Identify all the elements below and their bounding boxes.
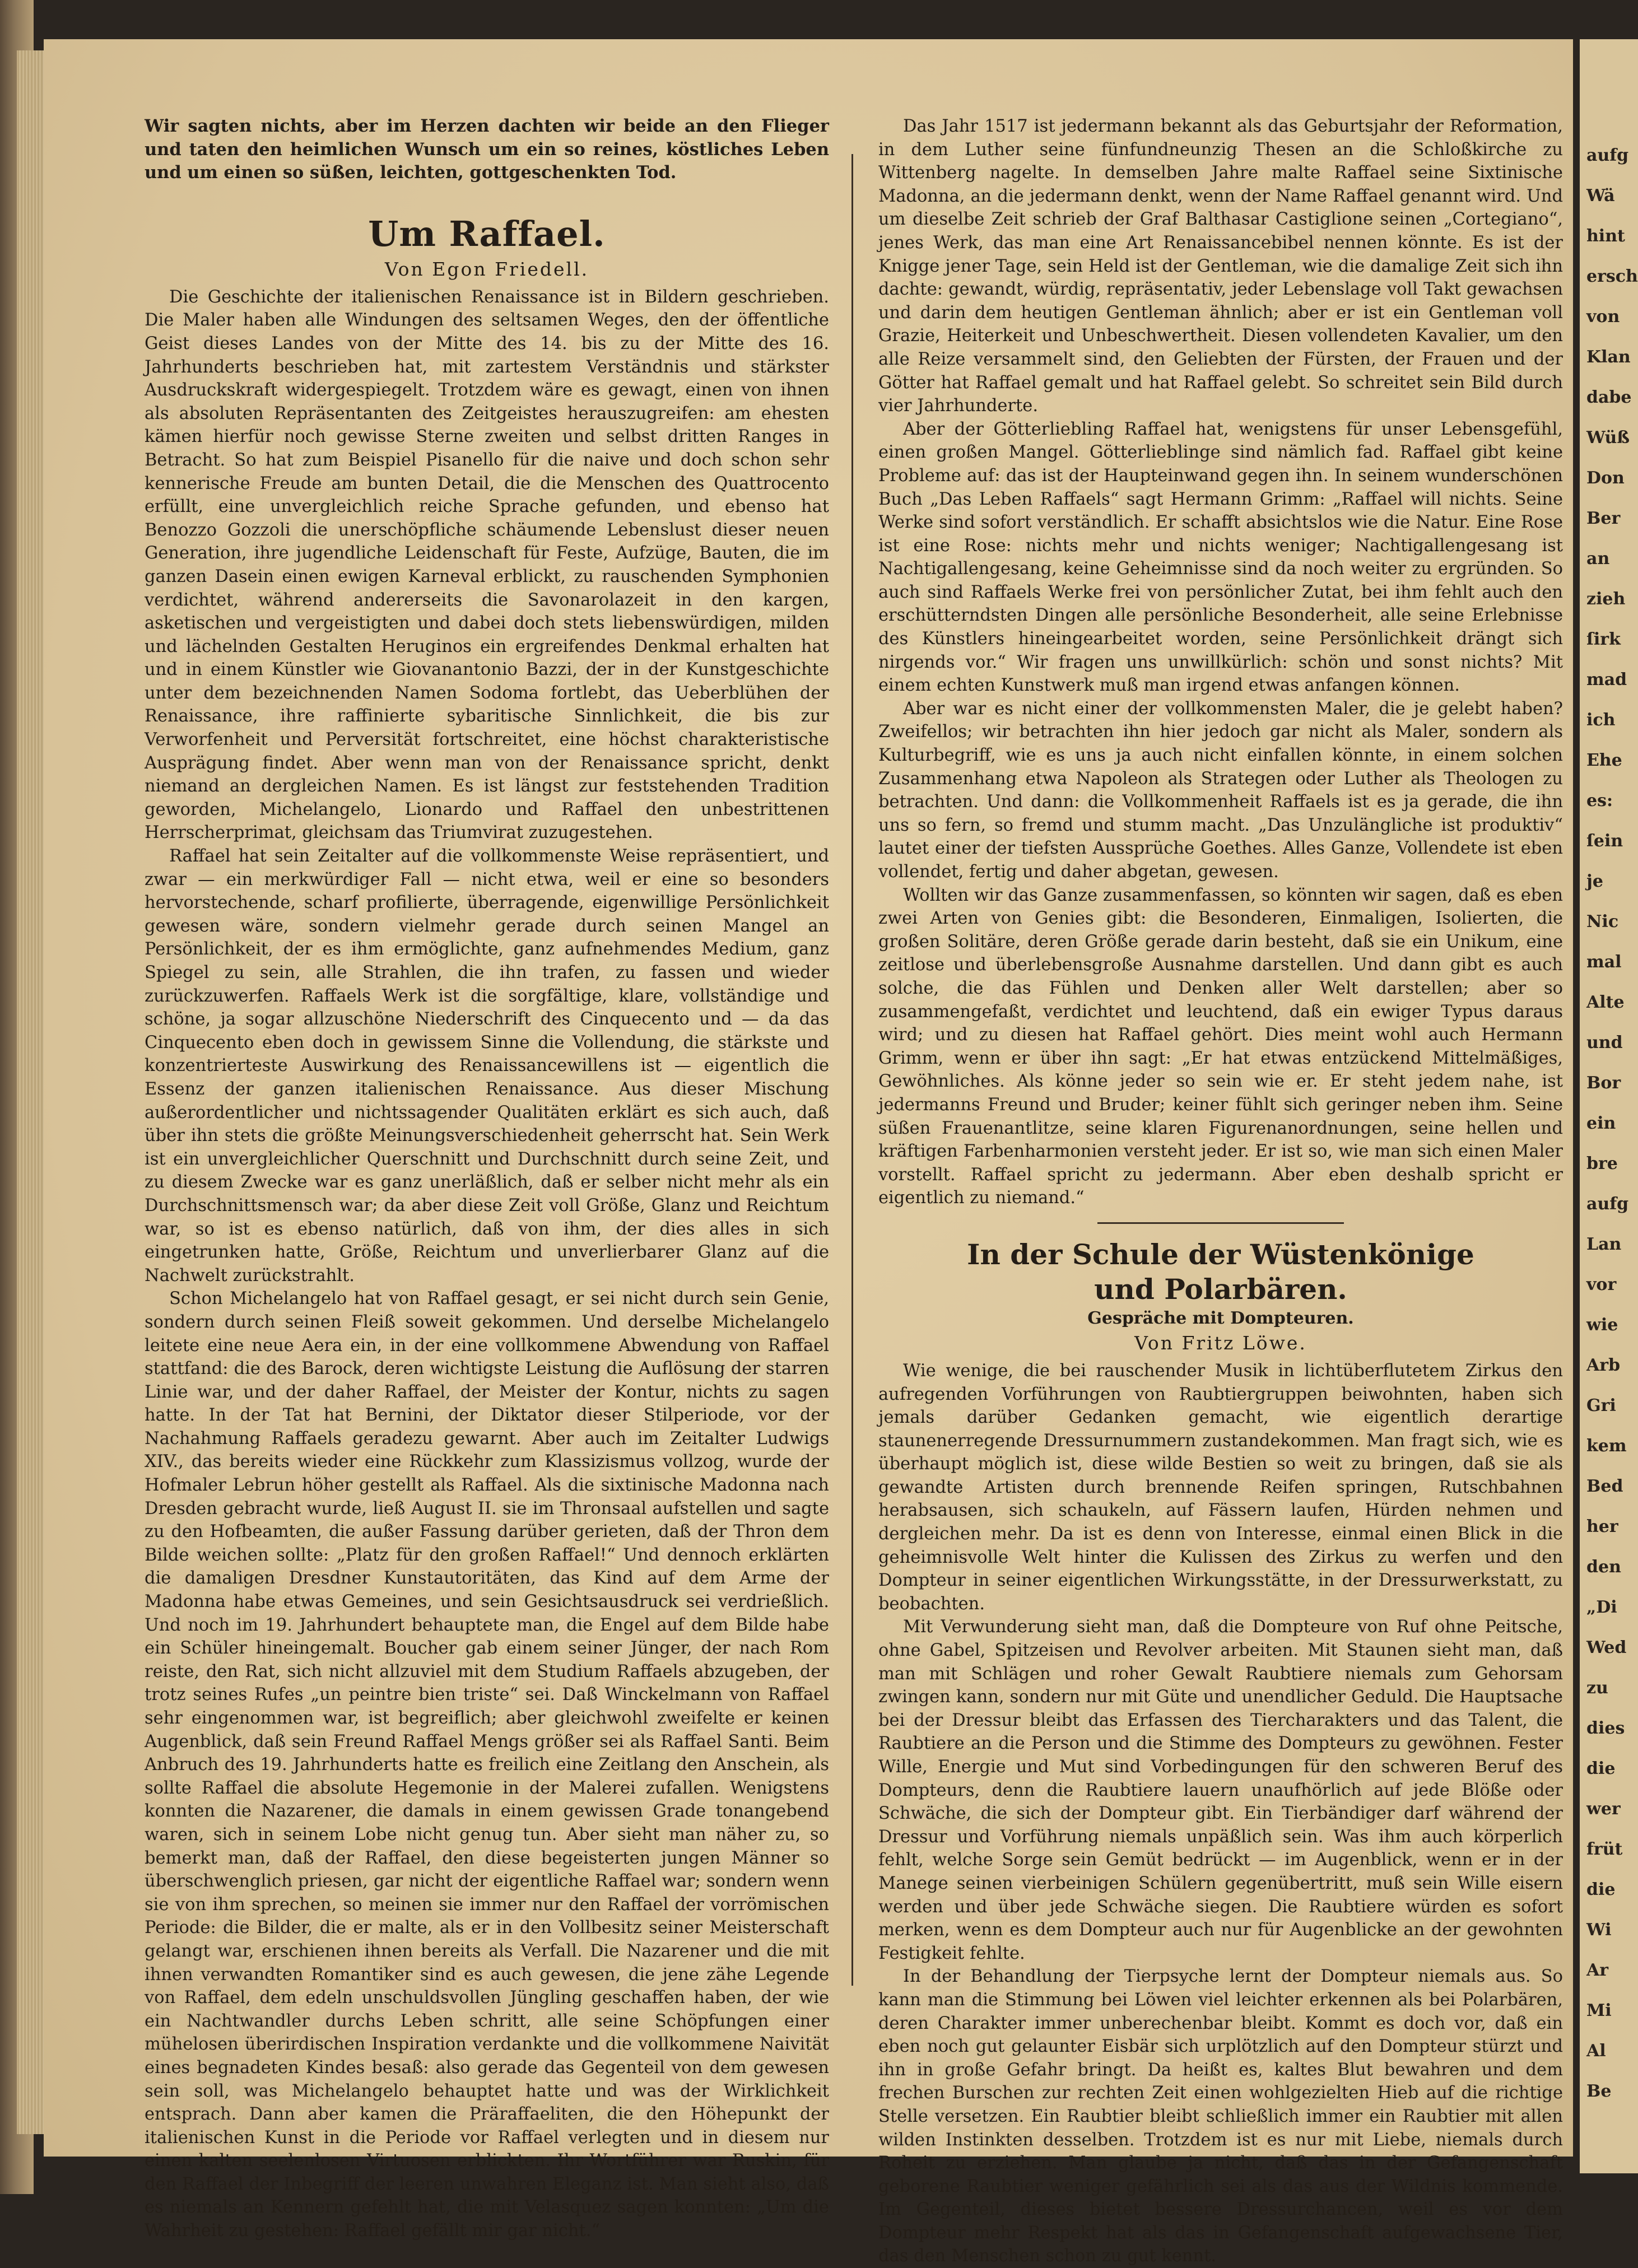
- adjacent-page-fragment: kem: [1586, 1436, 1627, 1456]
- adjacent-page-fragment: Gri: [1586, 1396, 1616, 1415]
- adjacent-page-fragment: wie: [1586, 1315, 1618, 1335]
- second-article-subtitle: Gespräche mit Dompteuren.: [1087, 1308, 1354, 1328]
- adjacent-page-fragment: aufg: [1586, 1194, 1629, 1214]
- adjacent-page-fragment: Alte: [1586, 993, 1625, 1012]
- adjacent-page-fragment: Nic: [1586, 912, 1619, 932]
- adjacent-page-fragment: Ehe: [1586, 751, 1622, 770]
- adjacent-page-fragment: Bed: [1586, 1477, 1623, 1496]
- adjacent-page-fragment: Mi: [1586, 2001, 1612, 2020]
- article-paragraph: In der Behandlung der Tierpsyche lernt der Dompteur niemals aus. So kann man die Stimmung bei Löwen viel leichter erkennen als bei Polarbären, deren Charakter immer unberechenbar bleibt. Kommt es doch vor, daß ein eben noch gut gelaunter Eisbär sich urplötzlich auf den Dompteur stürzt und ihn in große Gefahr bringt. Da heißt es, kaltes Blut bewahren und dem frechen Burschen zur rechten Zeit einen wohlgezielten Hieb auf die richtige Stelle versetzen. Ein Raubtier bleibt schließlich immer ein Raubtier mit allen wilden Instinkten desselben. Trotzdem ist es nur mit Liebe, niemals durch Roheit zu erziehen. Man glaube ja nicht, daß das in der Gefangenschaft geborene Raubtier weniger gefährlich sei als das aus der Wildnis kommende. Im Gegenteil, dieses bietet bessere Dressurchancen, weil es vor dem Dompteur mehr Respekt hat als das in Gefangenschaft aufgewachsene Tier, das den Menschen schon zu gut kennt.: [878, 1967, 1563, 2266]
- adjacent-page-fragment: Wüß: [1586, 428, 1630, 448]
- right-column: [878, 115, 1563, 2268]
- adjacent-page-fragment: hint: [1586, 226, 1625, 246]
- article-paragraph: Aber war es nicht einer der vollkommensten Maler, die je gelebt haben? Zweifellos; wir betrachten ihn hier jedoch gar nicht als Maler, sondern als Kulturbegriff, wie es uns ja auch nicht einfallen könnte, in einem solchen Zusammenhang etwa Napoleon als Strategen oder Luther als Theologen zu betrachten. Und dann: die Vollkommenheit Raffaels ist es ja gerade, die ihn uns so fern, so fremd und stumm macht. „Das Unzulängliche ist produktiv“ lautet einer der tiefsten Aussprüche Goethes. Alles Ganze, Vollendete ist eben vollendet, fertig und daher abgetan, gewesen.: [878, 698, 1563, 882]
- adjacent-page-fragment: die: [1586, 1880, 1616, 1899]
- adjacent-page-fragment: je: [1586, 872, 1603, 891]
- second-article-title-line2: und Polarbären.: [1094, 1272, 1347, 1306]
- adjacent-page-fragment: es:: [1586, 791, 1613, 811]
- adjacent-page-fragment: Wi: [1586, 1920, 1612, 1940]
- adjacent-page-fragment: an: [1586, 549, 1610, 569]
- adjacent-page-fragment: dies: [1586, 1719, 1625, 1738]
- adjacent-page-fragment: Al: [1586, 2041, 1606, 2061]
- adjacent-page-fragment: Klan: [1586, 347, 1631, 367]
- column-divider: [851, 154, 853, 1986]
- article-paragraph: Schon Michelangelo hat von Raffael gesagt, er sei nicht durch sein Genie, sondern durch seinen Fleiß soweit gekommen. Und derselbe Michelangelo leitete eine neue Aera ein, in der eine vollkommene Abwendung von Raffael stattfand: die des Barock, deren wichtigste Leistung die Auflösung der starren Linie war, und der daher Raffael, der Meister der Kontur, nichts zu sagen hatte. In der Tat hat Bernini, der Diktator dieser Stilperiode, vor der Nachahmung Raffaels geradezu gewarnt. Aber auch im Zeitalter Ludwigs XIV., das bereits wieder eine Rückkehr zum Klassizismus vollzog, wurde der Hofmaler Lebrun höher gestellt als Raffael. Als die sixtinische Madonna nach Dresden gebracht wurde, ließ August II. sie im Thronsaal aufstellen und sagte zu den Hofbeamten, die außer Fassung darüber gerieten, daß der Thron dem Bilde weichen sollte: „Platz für den großen Raffael!“ Und dennoch erklärten die damaligen Dresdner Kunstautoritäten, das Kind auf dem Arme der Madonna habe etwas Gemeines, und sein Gesichtsausdruck sei verdrießlich. Und noch im 19. Jahrhundert behauptete man, die Engel auf dem Bilde habe ein Schüler hineingemalt. Boucher gab einem seiner Jünger, der nach Rom reiste, den Rat, sich nicht allzuviel mit dem Studium Raffaels abzugeben, der trotz seines Rufes „un peintre bien triste“ sei. Daß Winckelmann von Raffael sehr eingenommen war, ist begreiflich; aber gleichwohl zweifelte er keinen Augenblick, daß sein Freund Raffael Mengs größer sei als Raffael Santi. Beim Anbruch des 19. Jahrhunderts hatte es freilich eine Zeitlang den Anschein, als sollte Raffael die absolute Hegemonie in der Malerei zufallen. Wenigstens konnten die Nazarener, die damals in einem gewissen Grade tonangebend waren, sich in seinem Lobe nicht genug tun. Aber sieht man näher zu, so bemerkt man, daß der Raffael, den diese begeisterten jungen Männer so überschwenglich priesen, gar nicht der eigentliche Raffael war; sondern wenn sie von ihm sprechen, so meinen sie immer nur den Raffael der vorrömischen Periode: die Bilder, die er malte, als er in den Vollbesitz seiner Meisterschaft gelangt war, erschienen ihnen bereits als Verfall. Die Nazarener und die mit ihnen verwandten Romantiker sind es auch gewesen, die jene zähe Legende von Raffael, dem edeln unschuldsvollen Jüngling geschaffen haben, der wie ein Nachtwandler durchs Leben schritt, alle seine Schöpfungen einer mühelosen überirdischen Inspiration verdankte und die vollkommene Naivität eines begnadeten Kindes besaß: also gerade das Gegenteil von dem gewesen sein soll, was Michelangelo behauptet hatte und was der Wirklichkeit entsprach. Dann aber kamen die Präraffaeliten, die den Höhepunkt der italienischen Kunst in die Periode vor Raffael verlegten und in diesem nur einen kalten seelenlosen Virtuosen erblickten. Ihr Wortführer war Ruskin, für den Raffael der Inbegriff der leeren unwahren Eleganz ist. Man sieht also, daß es niemals an Kennern gefehlt hat, die mit Velasquez sagen konnten: „Um die Wahrheit zu gestehen: Raffael gefällt mir gar nicht.“: [145, 1289, 829, 2241]
- article-title: Um Raffael.: [368, 213, 606, 254]
- adjacent-page-fragment: wer: [1586, 1799, 1621, 1819]
- adjacent-page-fragment: Wed: [1586, 1638, 1627, 1657]
- adjacent-page-fragment: ein: [1586, 1114, 1616, 1133]
- adjacent-page-fragment: ſirk: [1586, 630, 1621, 649]
- adjacent-page-fragment: früt: [1586, 1839, 1623, 1859]
- adjacent-page-fragment: Bor: [1586, 1073, 1621, 1093]
- adjacent-page-fragment: Lan: [1586, 1235, 1622, 1254]
- article-paragraph: Wie wenige, die bei rauschender Musik in lichtüberflutetem Zirkus den aufregenden Vorführungen von Raubtiergruppen beiwohnten, haben sich jemals darüber Gedanken gemacht, wie eigentlich derartige staunenerregende Dressurnummern zustandekommen. Man fragt sich, wie es überhaupt möglich ist, diese wilde Bestien so weit zu bringen, daß sie als gewandte Artisten durch brennende Reifen springen, Rutschbahnen herabsausen, sich schaukeln, auf Fässern laufen, Hürden nehmen und dergleichen mehr. Da ist es denn von Interesse, einmal einen Blick in die geheimnisvolle Welt hinter die Kulissen des Zirkus zu werfen und den Dompteur in seiner eigentlichen Wirkungsstätte, in der Dressurwerkstatt, zu beobachten.: [878, 1361, 1563, 1614]
- second-article-byline: Von Fritz Löwe.: [1134, 1331, 1307, 1354]
- adjacent-page-fragment: von: [1586, 307, 1620, 327]
- adjacent-page-fragment: zieh: [1586, 589, 1626, 609]
- article-paragraph: Die Geschichte der italienischen Renaissance ist in Bildern geschrieben. Die Maler haben alle Windungen des seltsamen Weges, den der öffentliche Geist dieses Landes von der Mitte des 14. bis zu der Mitte des 16. Jahrhunderts beschrieben hat, mit zartestem Verständnis und stärkster Ausdruckskraft widergespiegelt. Trotzdem wäre es gewagt, einen von ihnen als absoluten Repräsentanten des Zeitgeistes herauszugreifen: am ehesten kämen hierfür noch gewisse Sterne zweiten und selbst dritten Ranges in Betracht. So hat zum Beispiel Pisanello für die naive und doch schon sehr kennerische Freude am bunten Detail, die die Menschen des Quattrocento erfüllt, eine unvergleichlich reiche Sprache gefunden, und ebenso hat Benozzo Gozzoli die unerschöpfliche schäumende Lebenslust dieser neuen Generation, ihre jugendliche Leidenschaft für Feste, Aufzüge, Bauten, die im ganzen Dasein einen ewigen Karneval erblickt, zu rauschenden Symphonien verdichtet, während andererseits die Savonarolazeit in den kargen, asketischen und vergeistigten und dabei doch stets liebenswürdigen, milden und lächelnden Gestalten Heruginos ein ergreifendes Denkmal erhalten hat und in einem Künstler wie Giovanantonio Bazzi, der in der Kunstgeschichte unter dem bezeichnenden Namen Sodoma fortlebt, das Ueberblühen der Renaissance, ihre raffinierte sybaritische Sinnlichkeit, die bis zur Verworfenheit und Perversität fortschreitet, eine höchst charakteristische Ausprägung findet. Aber wenn man von der Renaissance spricht, denkt niemand an dergleichen Namen. Es ist längst zur feststehenden Tradition geworden, Michelangelo, Lionardo und Raffael den unbestrittenen Herrscherprimat, gleichsam das Triumvirat zuzugestehen.: [145, 287, 829, 843]
- adjacent-page-fragment: her: [1586, 1517, 1618, 1536]
- article-paragraph: Aber der Götterliebling Raffael hat, wenigstens für unser Lebensgefühl, einen großen Mangel. Götterlieblinge sind nämlich fad. Raffael gibt keine Probleme auf: das ist der Haupteinwand gegen ihn. In seinem wunderschönen Buch „Das Leben Raffaels“ sagt Hermann Grimm: „Raffael will nichts. Seine Werke sind sofort verständlich. Er schafft absichtslos wie die Natur. Eine Rose ist eine Rose: nichts mehr und nichts weniger; Nachtigallengesang ist Nachtigallengesang, keine Geheimnisse sind da noch weiter zu ergründen. So auch sind Raffaels Werke frei von persönlicher Zutat, bei ihm fehlt auch den erschütterndsten Dingen alle persönliche Besonderheit, alle seine Erlebnisse des Künstlers hineingearbeitet worden, seine Persönlichkeit drängt sich nirgends vor.“ Wir fragen uns unwillkürlich: schön und sonst nichts? Mit einem echten Kunstwerk muß man irgend etwas anfangen können.: [878, 419, 1563, 696]
- adjacent-page-fragment: ſein: [1586, 831, 1623, 851]
- adjacent-page-fragment: ich: [1586, 710, 1616, 730]
- adjacent-page-fragment: den: [1586, 1557, 1621, 1577]
- adjacent-page-fragment: Be: [1586, 2081, 1612, 2101]
- adjacent-page-fragment: aufg: [1586, 146, 1629, 165]
- adjacent-page-fragment: mad: [1586, 670, 1627, 690]
- adjacent-page-fragment: zu: [1586, 1678, 1608, 1698]
- article-paragraph: Mit Verwunderung sieht man, daß die Dompteure von Ruf ohne Peitsche, ohne Gabel, Spitzeisen und Revolver arbeiten. Mit Staunen sieht man, daß man mit Schlägen und roher Gewalt Raubtiere niemals zum Gehorsam zwingen kann, sondern nur mit Güte und unendlicher Geduld. Die Hauptsache bei der Dressur bleibt das Erfassen des Tiercharakters und das Talent, die Raubtiere an die Person und die Stimme des Dompteurs zu gewöhnen. Fester Wille, Energie und Mut sind Vorbedingungen für den schweren Beruf des Dompteurs, denn die Raubtiere lauern unaufhörlich auf jede Blöße oder Schwäche, die sich der Dompteur gibt. Ein Tierbändiger darf während der Dressur und Vorführung niemals unpäßlich sein. Was ihm auch körperlich fehlt, welche Sorge sein Gemüt bedrückt — im Augenblick, wenn er in der Manege seinen vierbeinigen Schülern gegenübertritt, muß sein Wille eisern werden und über jede Schwäche siegen. Die Raubtiere würden es sofort merken, wenn es dem Dompteur auch nur für Augenblicke an der gewohnten Festigkeit fehlte.: [878, 1617, 1563, 1963]
- left-column: [145, 115, 829, 2243]
- adjacent-page-fragment: dabe: [1586, 388, 1632, 407]
- adjacent-page-fragment: Ber: [1586, 509, 1621, 528]
- adjacent-page-fragment: Arb: [1586, 1356, 1621, 1375]
- adjacent-page-fragment: bre: [1586, 1154, 1618, 1173]
- adjacent-page-strip: [1580, 39, 1638, 2173]
- article-byline: Von Egon Friedell.: [384, 258, 589, 280]
- intro-paragraph: Wir sagten nichts, aber im Herzen dachten wir beide an den Flieger und taten den heimlichen Wunsch um ein so reines, köstliches Leben und um einen so süßen, leichten, gottgeschenkten Tod.: [145, 116, 829, 183]
- adjacent-page-fragment: Ar: [1586, 1960, 1609, 1980]
- article-paragraph: Wollten wir das Ganze zusammenfassen, so könnten wir sagen, daß es eben zwei Arten von Genies gibt: die Besonderen, Einmaligen, Isolierten, die großen Solitäre, deren Größe gerade darin besteht, daß sie ein Unikum, eine zeitlose und überlebensgroße Ausnahme darstellen. Und dann gibt es auch solche, die das Fühlen und Denken aller Welt darstellen; aber so zusammengefaßt, verdichtet und leuchtend, daß ein ewiger Typus daraus wird; und zu diesen hat Raffael gehört. Dies meint wohl auch Hermann Grimm, wenn er über ihn sagt: „Er hat etwas entzückend Mittelmäßiges, Gewöhnliches. Als könne jeder so sein wie er. Er steht jedem nahe, ist jedermanns Freund und Bruder; keiner fühlt sich geringer neben ihm. Seine süßen Frauenantlitze, seine klaren Figurenanordnungen, seine hellen und kräftigen Farbenharmonien versteht jeder. Er ist so, wie man sich einen Maler vorstellt. Raffael spricht zu jedermann. Aber eben deshalb spricht er eigentlich zu niemand.“: [878, 885, 1563, 1208]
- adjacent-page-fragment: Wä: [1586, 186, 1615, 206]
- adjacent-page-fragment: und: [1586, 1033, 1623, 1052]
- section-separator: [1097, 1222, 1344, 1224]
- adjacent-page-fragment: ersch: [1586, 267, 1638, 286]
- adjacent-page-fragment: die: [1586, 1759, 1616, 1778]
- adjacent-page-fragment: Don: [1586, 468, 1625, 488]
- adjacent-page-fragment: vor: [1586, 1275, 1617, 1294]
- second-article-title-line1: In der Schule der Wüstenkönige: [967, 1237, 1474, 1271]
- article-paragraph: Raffael hat sein Zeitalter auf die vollkommenste Weise repräsentiert, und zwar — ein merkwürdiger Fall — nicht etwa, weil er eine so besonders hervorstechende, scharf profilierte, überragende, eigenwillige Persönlichkeit gewesen wäre, sondern vielmehr gerade durch seinen Mangel an Persönlichkeit, der es ihm ermöglichte, ganz aufnehmendes Medium, ganz Spiegel zu sein, alle Strahlen, die ihn trafen, zu fassen und wieder zurückzuwerfen. Raffaels Werk ist die sorgfältige, klare, vollständige und schöne, ja sogar allzuschöne Niederschrift des Cinquecento und — da das Cinquecento eben doch in gewissem Sinne die Vollendung, die stärkste und konzentrierteste Auswirkung des Renaissancewillens ist — eigentlich die Essenz der ganzen italienischen Renaissance. Aus dieser Mischung außerordentlicher und nichtssagender Qualitäten erklärt es sich auch, daß über ihn stets die größte Meinungsverschiedenheit geherrscht hat. Sein Werk ist ein unvergleichlicher Querschnitt und Durchschnitt durch seine Zeit, und zu diesem Zwecke war es ganz unerläßlich, daß er selber nicht mehr als ein Durchschnittsmensch war; da aber diese Zeit voll Größe, Glanz und Reichtum war, so ist es ebenso natürlich, daß von ihm, der dies alles in sich eingetrunken hatte, Größe, Reichtum und unverlierbarer Glanz auf die Nachwelt zurückstrahlt.: [145, 846, 829, 1286]
- article-paragraph: Das Jahr 1517 ist jedermann bekannt als das Geburtsjahr der Reformation, in dem Luther seine fünfundneunzig Thesen an die Schloßkirche zu Wittenberg nagelte. In demselben Jahre malte Raffael seine Sixtinische Madonna, an die jedermann denkt, wenn der Name Raffael genannt wird. Und um dieselbe Zeit schrieb der Graf Balthasar Castiglione seinen „Cortegiano“, jenes Werk, das man eine Art Renaissancebibel nennen könnte. Es ist der Knigge jener Tage, sein Held ist der Gentleman, wie die damalige Zeit sich ihn dachte: gewandt, würdig, repräsentativ, jeder Lebenslage voll Takt gewachsen und darin dem heutigen Gentleman ähnlich; aber er ist ein Gentleman voll Grazie, Heiterkeit und Unbeschwertheit. Diesen vollendeten Kavalier, um den alle Reize versammelt sind, den Geliebten der Fürsten, der Frauen und der Götter hat Raffael gemalt und hat Raffael gelebt. So schreitet sein Bild durch vier Jahrhunderte.: [878, 117, 1563, 416]
- adjacent-page-fragment: mal: [1586, 952, 1622, 972]
- adjacent-page-fragment: „Di: [1586, 1598, 1617, 1617]
